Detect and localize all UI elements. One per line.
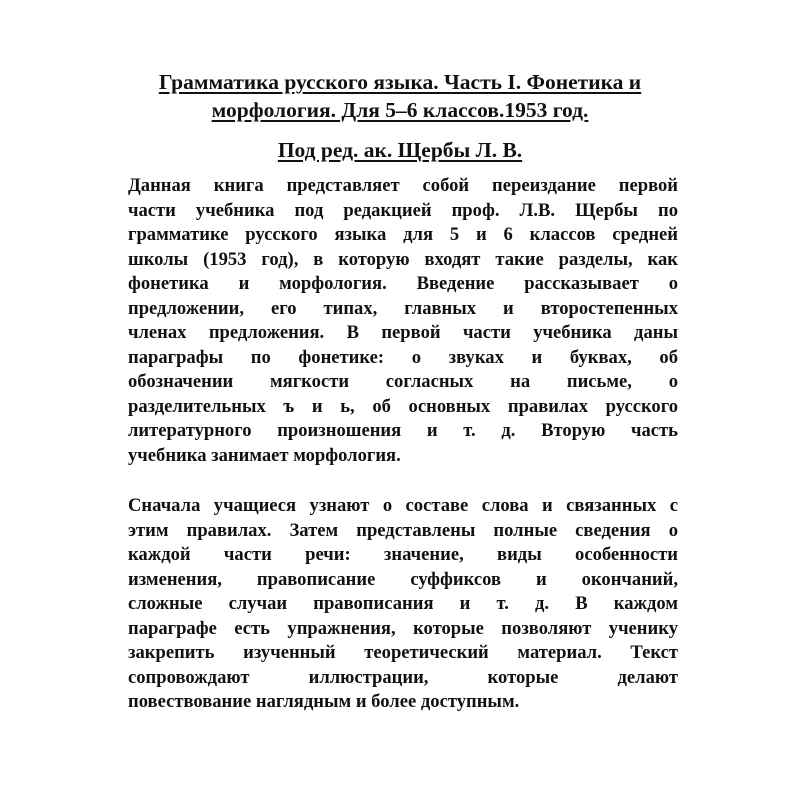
description-paragraph-2 xyxy=(128,494,678,715)
book-editor: Под ред. ак. Щербы Л. В. xyxy=(277,138,523,162)
description-paragraph-1 xyxy=(128,174,678,468)
paragraph-line: части учебника под редакцией проф. Л.В. Щербы по xyxy=(128,199,678,221)
paragraph-line: сопровождают иллюстрации, которые делают xyxy=(128,666,678,688)
paragraph-line: изменения, правописание суффиксов и окончаний, xyxy=(128,568,678,590)
paragraph-line: Данная книга представляет собой переиздание первой xyxy=(128,175,678,196)
paragraph-line: повествование наглядным и более доступным. xyxy=(128,691,520,712)
paragraph-line: членах предложения. В первой части учебника даны xyxy=(128,322,678,343)
paragraph-line: грамматике русского языка для 5 и 6 классов средней xyxy=(128,224,678,245)
book-title-line: Грамматика русского языка. Часть I. Фонетика и xyxy=(158,70,642,94)
paragraph-line: сложные случаи правописания и т. д. В каждом xyxy=(128,593,678,614)
paragraph-line: этим правилах. Затем представлены полные сведения о xyxy=(128,519,678,541)
book-title xyxy=(120,68,680,124)
paragraph-line: параграфы по фонетике: о звуках и буквах, об xyxy=(128,346,678,368)
book-title-line: морфология. Для 5–6 классов.1953 год. xyxy=(211,98,589,122)
paragraph-line: каждой части речи: значение, виды особенности xyxy=(128,544,678,565)
paragraph-line: литературного произношения и т. д. Вторую часть xyxy=(128,420,678,441)
paragraph-line: предложении, его типах, главных и второстепенных xyxy=(128,297,678,319)
paragraph-line: школы (1953 год), в которую входят такие разделы, как xyxy=(128,248,678,270)
paragraph-line: закрепить изученный теоретический материал. Текст xyxy=(128,642,678,663)
paragraph-line: разделительных ъ и ь, об основных правилах русского xyxy=(128,395,678,417)
paragraph-line: обозначении мягкости согласных на письме, о xyxy=(128,371,678,392)
paragraph-line: учебника занимает морфология. xyxy=(128,444,401,466)
paragraph-line: Сначала учащиеся узнают о составе слова и связанных с xyxy=(128,495,678,516)
paragraph-line: параграфе есть упражнения, которые позволяют ученику xyxy=(128,617,678,639)
paragraph-line: фонетика и морфология. Введение рассказывает о xyxy=(128,273,678,294)
